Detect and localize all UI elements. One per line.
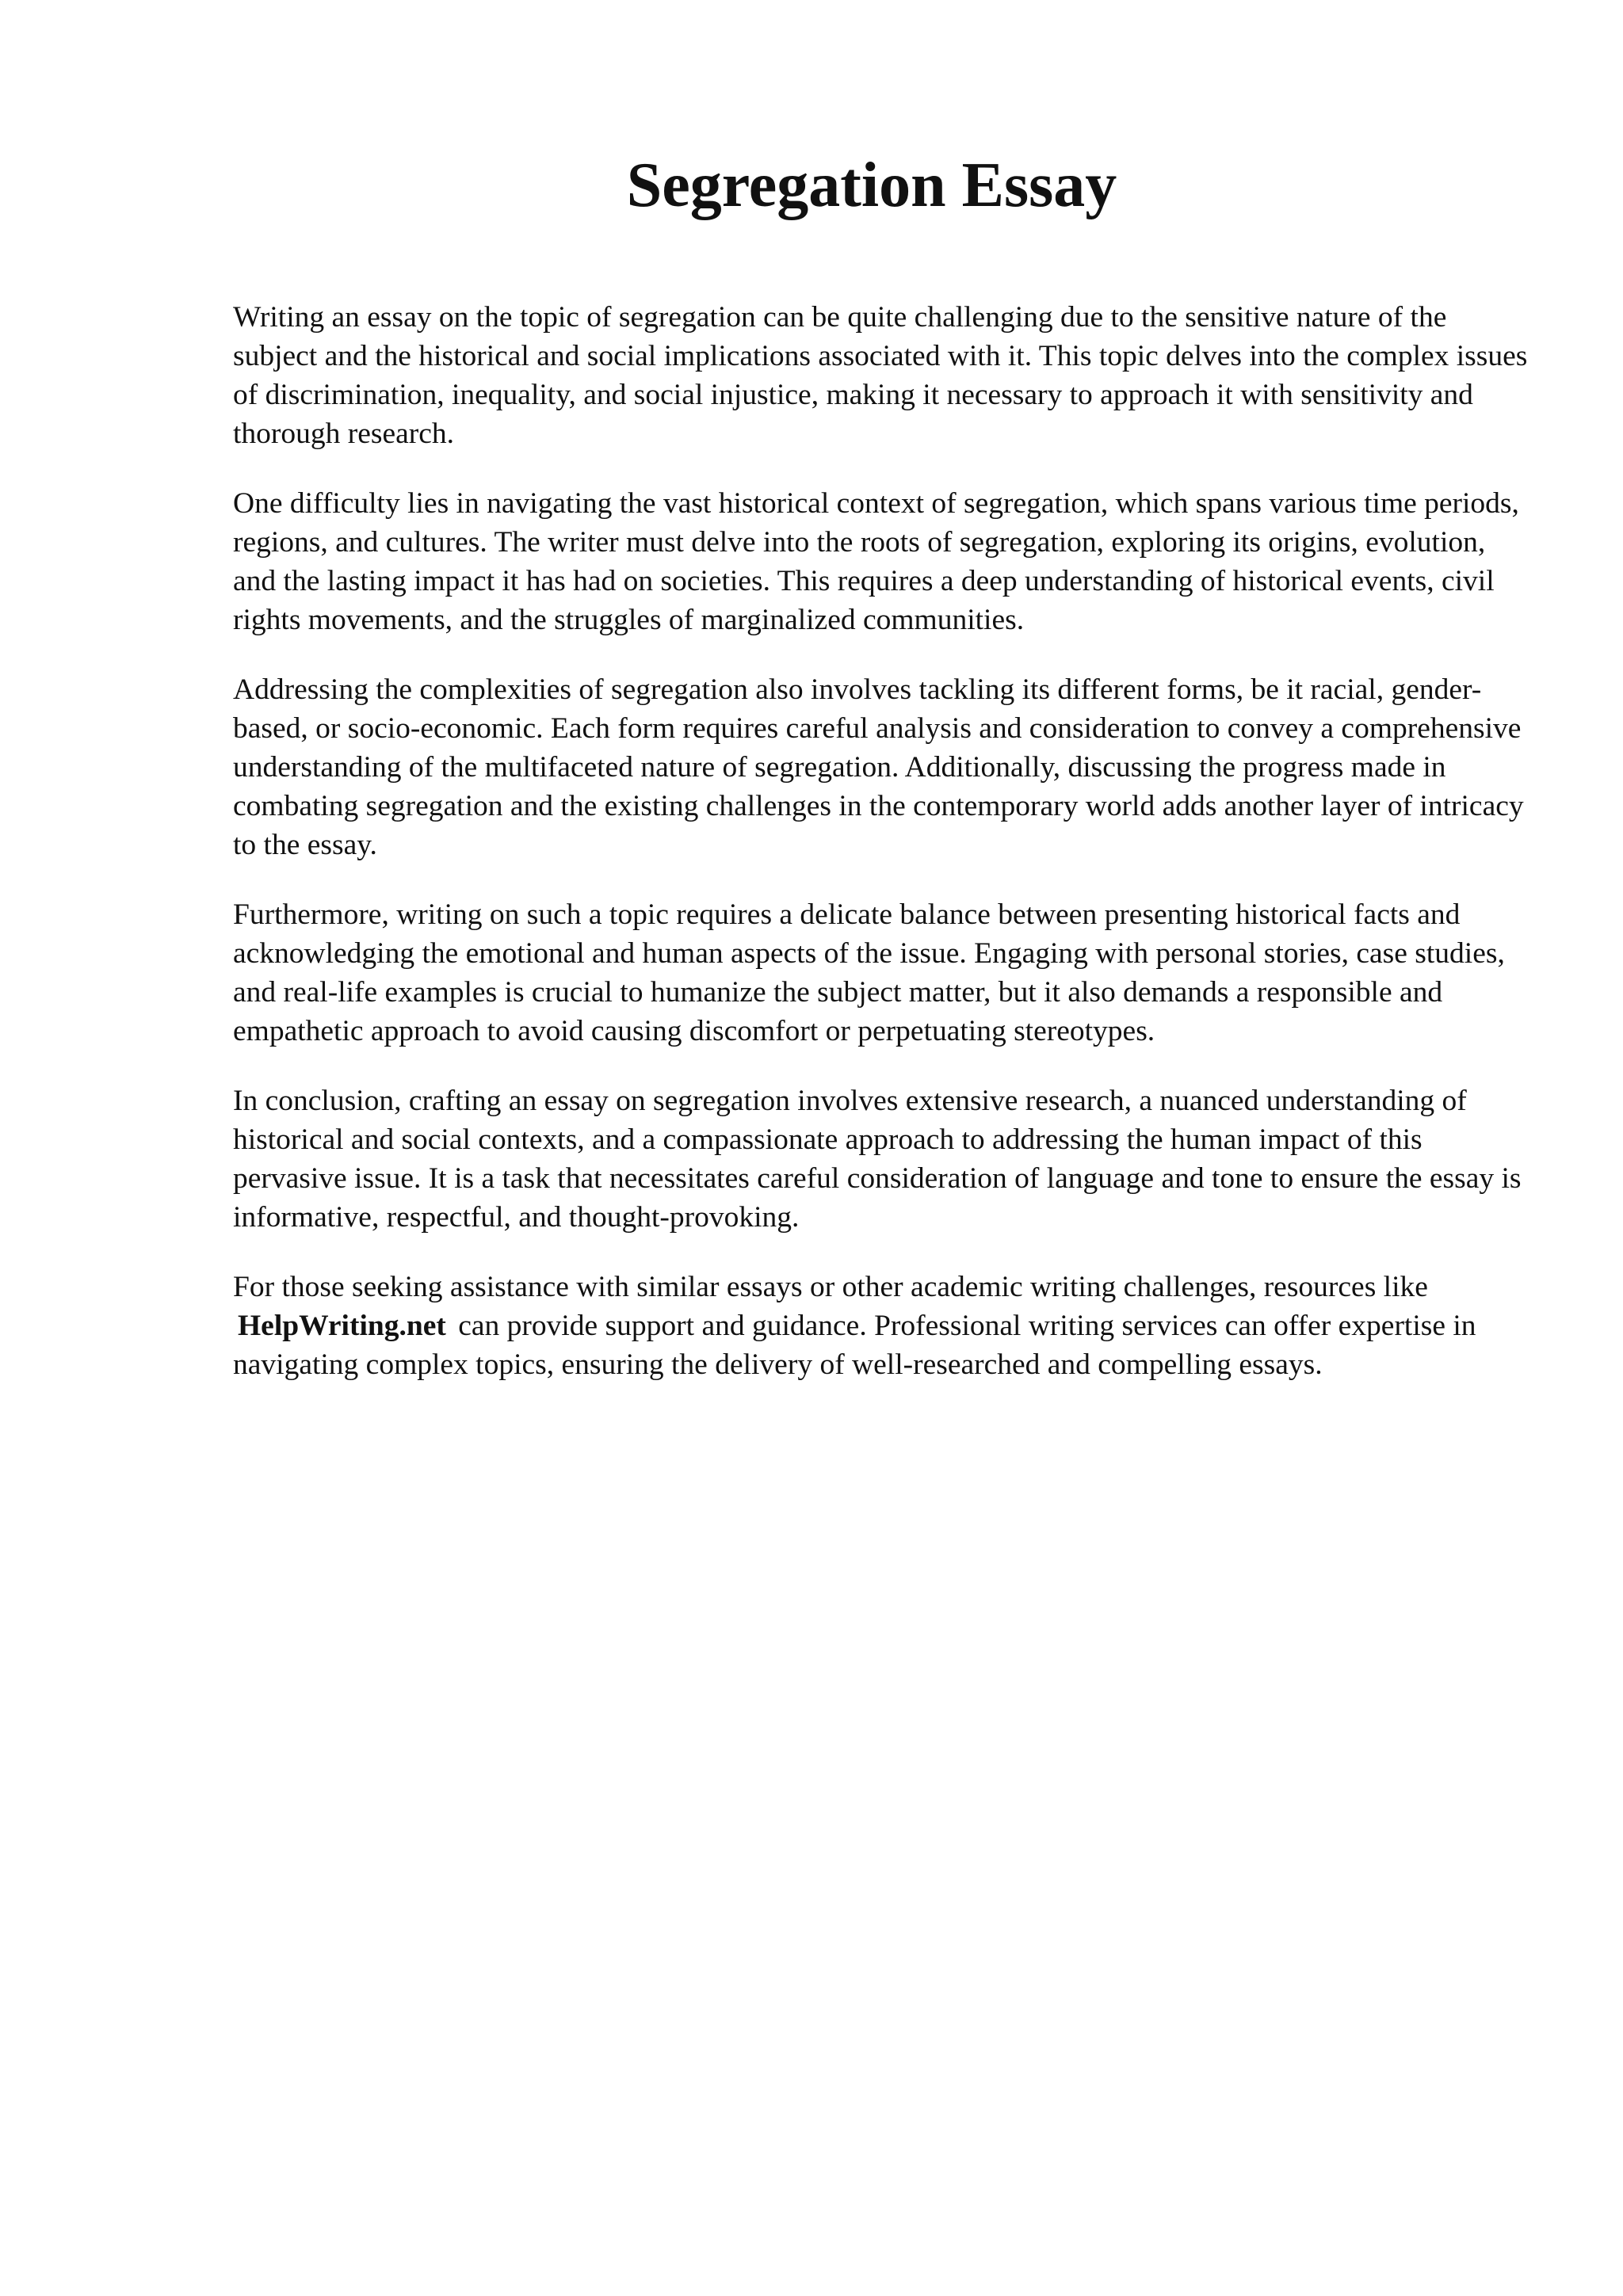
helpwriting-link[interactable]: HelpWriting.net [238, 1310, 446, 1342]
essay-body [233, 298, 1533, 1415]
paragraph-5: In conclusion, crafting an essay on segregation involves extensive research, a nuanced understanding of historical and social contexts, and a compassionate approach to addressing the human impact of this pervasive issue. It is a task that necessitates careful consideration of language and tone to ensure the essay is informative, respectful, and thought-provoking. [233, 1085, 1522, 1234]
closing-paragraph [233, 1268, 1533, 1384]
page-title: Segregation Essay [626, 151, 1117, 220]
paragraph-3: Addressing the complexities of segregation also involves tackling its different forms, be it racial, gender-based, or socio-economic. Each form requires careful analysis and consideration to convey a comprehensive understanding of the multifaceted nature of segregation. Additionally, discussing the progress made in combating segregation and the existing challenges in the contemporary world adds another layer of intricacy to the essay. [233, 673, 1524, 861]
paragraph-2: One difficulty lies in navigating the vast historical context of segregation, which spans various time periods, regions, and cultures. The writer must delve into the roots of segregation, exploring its origins, evolution, and the lasting impact it has had on societies. This requires a deep understanding of historical events, civil rights movements, and the struggles of marginalized communities. [233, 487, 1519, 636]
closing-text-after: can provide support and guidance. Professional writing services can offer expertise in navigating complex topics, ensuring the delivery of well-researched and compelling essays. [233, 1310, 1476, 1381]
closing-text-before: For those seeking assistance with similar essays or other academic writing challenges, resources like [233, 1271, 1428, 1303]
paragraph-4: Furthermore, writing on such a topic requires a delicate balance between presenting historical facts and acknowledging the emotional and human aspects of the issue. Engaging with personal stories, case studies, and real-life examples is crucial to humanize the subject matter, but it also demands a responsible and empathetic approach to avoid causing discomfort or perpetuating stereotypes. [233, 898, 1505, 1047]
paragraph-1: Writing an essay on the topic of segregation can be quite challenging due to the sensitive nature of the subject and the historical and social implications associated with it. This topic delves into the complex issues of discrimination, inequality, and social injustice, making it necessary to approach it with sensitivity and thorough research. [233, 301, 1528, 450]
